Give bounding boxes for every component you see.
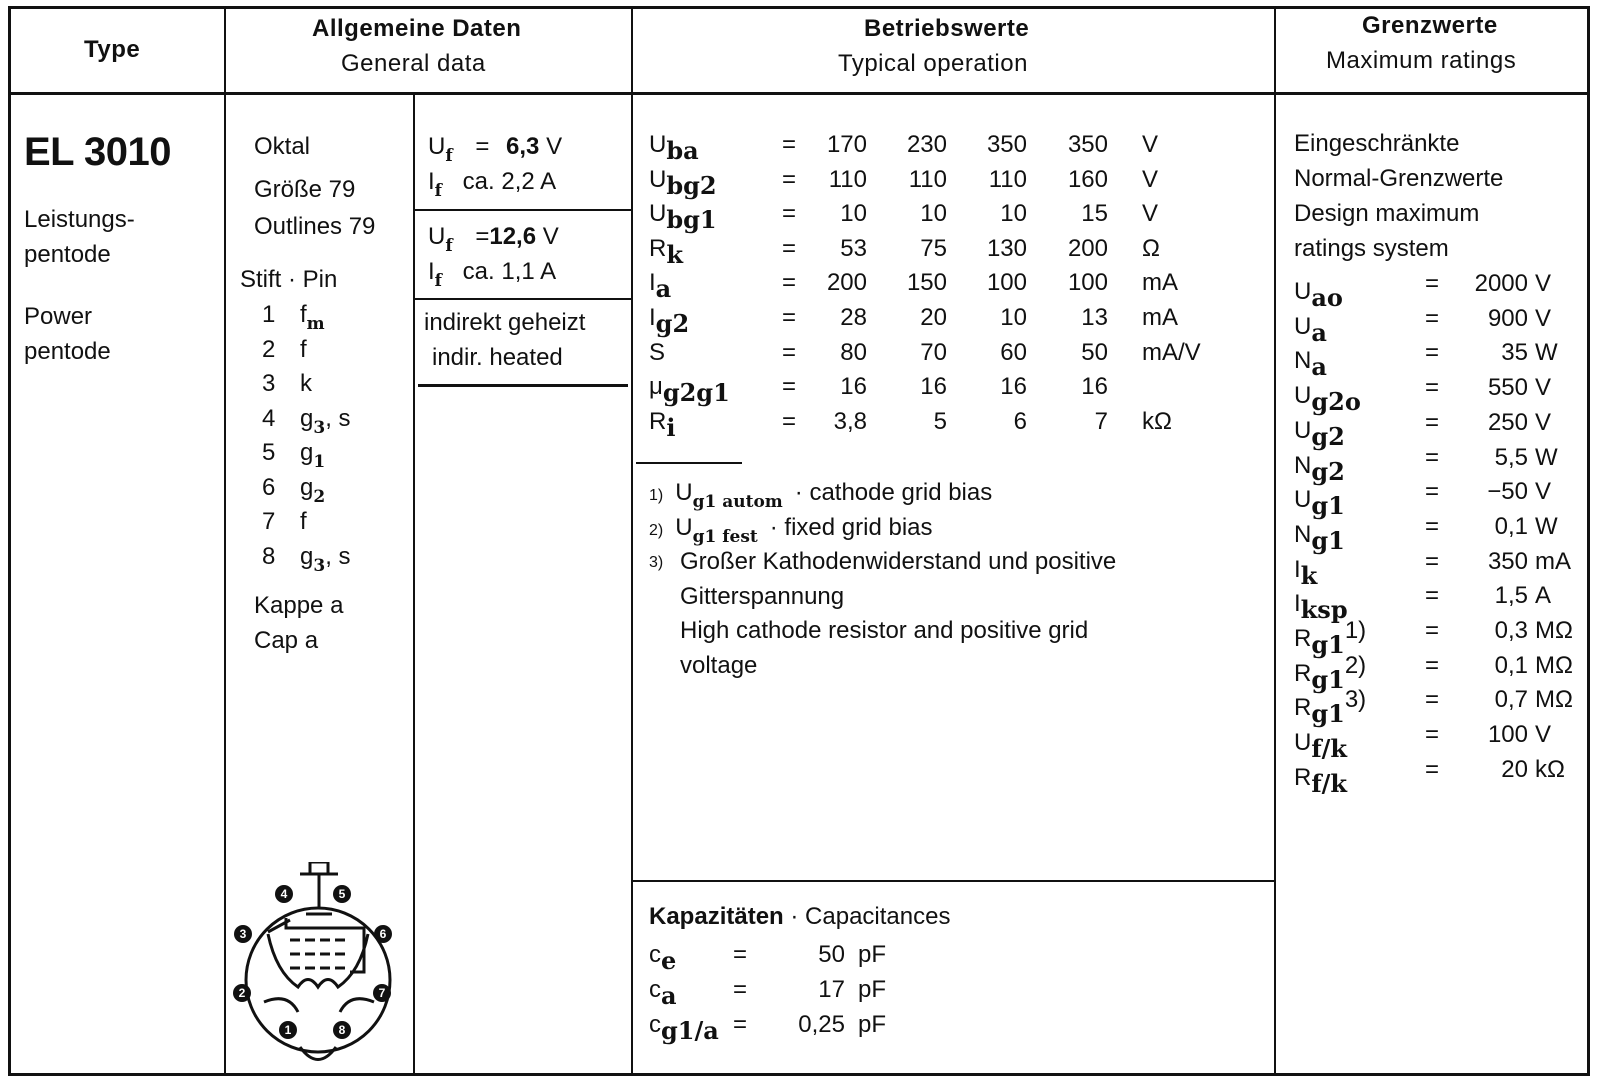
- tube-desc-en-2: pentode: [24, 338, 111, 365]
- limit-row: [0, 475, 1600, 521]
- limit-subscript: a: [1311, 317, 1327, 347]
- capacitances-title: Kapazitäten · Capacitances: [649, 903, 951, 930]
- equals-sign: =: [1425, 408, 1440, 436]
- limit-subscript: f/k: [1311, 734, 1348, 764]
- pin-5-label: 5: [338, 887, 346, 901]
- param-value: 10: [1000, 200, 1027, 228]
- tube-desc-de-1: Leistungs-: [24, 206, 135, 233]
- pin-subscript: 3: [313, 417, 326, 438]
- footnote-mark: 2): [649, 521, 664, 539]
- limit-subscript: g1: [1311, 630, 1345, 659]
- param-value: 150: [906, 269, 947, 297]
- equals-sign: =: [782, 373, 797, 401]
- equals-sign: =: [1425, 478, 1440, 506]
- equals-sign: =: [1425, 547, 1440, 575]
- pin-symbol: g: [300, 542, 314, 570]
- limit-unit: MΩ: [1535, 651, 1573, 679]
- param-value: 100: [1067, 269, 1108, 297]
- heater-b-voltage: $U_f =12,6$ V: [428, 223, 559, 256]
- limit-symbol: [1294, 753, 1347, 801]
- heater-a-voltage: $U_f = 6,3$ V: [428, 133, 563, 166]
- param-value: 10: [840, 200, 867, 228]
- tube-desc-de-2: pentode: [24, 241, 111, 268]
- limit-value: 0,7: [1494, 686, 1528, 714]
- header-type: Type: [84, 36, 141, 63]
- param-value: 110: [988, 165, 1027, 193]
- limit-symbol-letter: U: [1294, 278, 1312, 305]
- note-3-mark: 3): [649, 554, 664, 571]
- footnote-subscript: g1 fest: [692, 526, 758, 547]
- param-unit: mA: [1142, 304, 1178, 331]
- limit-subscript: ksp: [1300, 595, 1348, 625]
- limit-footnote-ref: 2): [1344, 651, 1367, 679]
- limit-symbol-letter: N: [1294, 520, 1312, 548]
- param-value: 80: [840, 338, 867, 366]
- cap-symbol: [649, 938, 676, 978]
- limit-value: 20: [1501, 755, 1528, 783]
- base-line-3: Outlines 79: [254, 213, 376, 240]
- param-symbol-letter: U: [649, 165, 667, 193]
- base-circle: [246, 908, 390, 1052]
- pin-symbol: f: [300, 508, 307, 535]
- limit-symbol-letter: I: [1294, 555, 1301, 583]
- pin-number: 1: [262, 301, 276, 328]
- header-general-en: General data: [341, 50, 486, 77]
- param-value: 50: [1081, 338, 1108, 366]
- limit-unit: V: [1535, 408, 1552, 436]
- capacitances-divider: [633, 880, 1274, 882]
- header-max-de: Grenzwerte: [1362, 12, 1498, 39]
- limit-row: [0, 579, 1600, 625]
- footnote-symbol: U: [675, 479, 693, 506]
- pin-subscript: 2: [313, 486, 326, 507]
- limit-unit: W: [1535, 339, 1558, 367]
- heater-a-current: $I_f$ ca. 2,2 A: [428, 168, 557, 201]
- limit-row: [0, 267, 1600, 312]
- param-value: 230: [906, 131, 947, 158]
- param-value: 10: [1000, 304, 1027, 331]
- param-value: 20: [920, 304, 947, 331]
- param-value: 13: [1081, 304, 1108, 331]
- param-value: 350: [1067, 131, 1108, 158]
- note-3-line-1: Großer Kathodenwiderstand und positive: [680, 548, 1117, 575]
- limit-unit: A: [1535, 582, 1552, 610]
- param-value: 110: [828, 165, 867, 193]
- param-symbol-letter: U: [649, 200, 667, 228]
- limit-unit: kΩ: [1535, 755, 1565, 783]
- limit-footnote-ref: 3): [1344, 686, 1367, 714]
- limit-row: [0, 649, 1600, 694]
- pin-8-label: 8: [338, 1023, 346, 1037]
- limit-symbol-letter: R: [1294, 625, 1312, 652]
- limit-row: [0, 614, 1600, 659]
- limit-unit: mA: [1535, 547, 1571, 575]
- equals-sign: =: [782, 304, 797, 331]
- equals-sign: =: [782, 131, 797, 158]
- param-symbol-letter: I: [649, 269, 656, 297]
- pin-number: 6: [262, 473, 276, 501]
- equals-sign: =: [1425, 443, 1440, 471]
- pin-6-label: 6: [379, 927, 387, 941]
- equals-sign: =: [1425, 270, 1440, 297]
- limit-unit: W: [1535, 512, 1558, 540]
- limits-line-2: Normal-Grenzwerte: [1294, 165, 1504, 192]
- pin-symbol: k: [300, 370, 312, 397]
- limit-symbol-letter: U: [1294, 729, 1312, 757]
- limit-row: [0, 406, 1600, 451]
- equals-sign: =: [782, 234, 797, 262]
- cap-unit: pF: [858, 1011, 887, 1038]
- pin-4-label: 4: [280, 887, 288, 901]
- param-unit: mA: [1142, 269, 1178, 297]
- cap-en: Cap a: [254, 627, 319, 654]
- limit-subscript: g1: [1311, 699, 1345, 729]
- limits-line-1: Eingeschränkte: [1294, 130, 1460, 157]
- cap-de: Kappe a: [254, 592, 344, 619]
- param-value: 110: [908, 165, 947, 193]
- pin-number: 2: [262, 335, 276, 363]
- limit-row: [0, 302, 1600, 347]
- param-value: 16: [1000, 373, 1027, 401]
- equals-sign: =: [1425, 686, 1440, 714]
- limit-symbol-letter: U: [1294, 382, 1312, 410]
- tube-desc-en-1: Power: [24, 303, 93, 330]
- limit-subscript: g2: [1311, 421, 1345, 451]
- param-unit: V: [1142, 165, 1159, 193]
- footnote-mark: 1): [649, 487, 664, 504]
- param-symbol-letter: R: [649, 234, 667, 262]
- param-value: 16: [1081, 373, 1108, 401]
- param-value: 350: [986, 131, 1027, 158]
- equals-sign: =: [1425, 617, 1440, 644]
- limit-unit: W: [1535, 443, 1558, 471]
- param-value: 200: [1067, 234, 1108, 262]
- param-value: 28: [840, 304, 867, 331]
- limit-symbol-letter: R: [1294, 659, 1312, 687]
- limit-value: 2000: [1474, 270, 1528, 297]
- equals-sign: =: [733, 976, 748, 1003]
- param-subscript: i: [666, 412, 676, 442]
- cap-symbol: [649, 1008, 719, 1048]
- typical-row: [0, 232, 1270, 267]
- limit-unit: V: [1535, 721, 1552, 749]
- footnote-text: · fixed grid bias: [769, 513, 933, 541]
- param-subscript: g2: [655, 309, 690, 338]
- limit-subscript: f/k: [1311, 768, 1348, 798]
- limits-line-4: ratings system: [1294, 235, 1449, 262]
- note-3-line-4: voltage: [680, 652, 758, 679]
- equals-sign: =: [1425, 304, 1440, 332]
- param-unit: V: [1142, 200, 1159, 228]
- header-typical-de: Betriebswerte: [864, 15, 1030, 42]
- capacitance-row: [0, 973, 1270, 1008]
- pin-extra: , s: [325, 404, 351, 432]
- pin-subscript: 1: [313, 452, 326, 472]
- cap-unit: pF: [858, 976, 887, 1003]
- limit-unit: V: [1535, 478, 1552, 506]
- limit-subscript: a: [1311, 352, 1327, 382]
- param-symbol-letter: μ: [649, 373, 663, 401]
- typical-row: [0, 197, 1270, 235]
- cap-symbol-letter: c: [649, 941, 661, 968]
- pin-number: 7: [262, 508, 276, 535]
- limit-unit: V: [1535, 304, 1552, 332]
- equals-sign: =: [733, 941, 748, 968]
- pin-symbol: g: [300, 439, 314, 466]
- pins-header: Stift · Pin: [240, 266, 338, 293]
- limit-unit: V: [1535, 270, 1552, 297]
- limit-symbol-letter: U: [1294, 486, 1312, 514]
- limit-symbol-letter: I: [1294, 590, 1301, 618]
- limit-footnote-ref: 1): [1344, 617, 1367, 644]
- limit-symbol-letter: R: [1294, 694, 1312, 722]
- param-unit: V: [1142, 131, 1159, 158]
- param-subscript: g2g1: [662, 378, 730, 408]
- pin-number: 4: [262, 404, 276, 432]
- limit-value: 0,3: [1494, 617, 1528, 644]
- limits-line-3: Design maximum: [1294, 200, 1480, 227]
- limit-row: [0, 371, 1600, 417]
- limit-row: [0, 683, 1600, 729]
- cap-unit: pF: [858, 941, 887, 968]
- equals-sign: =: [1425, 755, 1440, 783]
- limit-row: [0, 510, 1600, 555]
- limit-value: 0,1: [1494, 512, 1528, 540]
- cap-symbol-letter: c: [649, 1011, 661, 1038]
- note-3-line-2: Gitterspannung: [680, 583, 845, 610]
- limit-symbol-letter: N: [1294, 347, 1312, 375]
- footnote-text: · cathode grid bias: [794, 479, 993, 506]
- param-subscript: ba: [666, 136, 699, 165]
- capacitance-row: [0, 938, 1270, 973]
- limit-symbol-letter: N: [1294, 451, 1312, 479]
- limit-row: [0, 718, 1600, 764]
- param-value: 75: [920, 234, 947, 262]
- equals-sign: =: [782, 165, 797, 193]
- limit-subscript: g1: [1311, 525, 1345, 555]
- tube-name: EL 3010: [24, 130, 171, 174]
- limit-subscript: g1: [1311, 664, 1345, 694]
- param-value: 5: [933, 407, 947, 435]
- indirect-heated-de: indirekt geheizt: [424, 309, 586, 336]
- param-value: 170: [826, 131, 867, 158]
- cap-value: 50: [818, 941, 845, 968]
- base-pinout-diagram: [228, 862, 408, 1072]
- pin-extra: , s: [325, 542, 351, 570]
- param-subscript: k: [666, 239, 683, 269]
- param-unit: Ω: [1142, 234, 1160, 262]
- param-value: 53: [840, 234, 867, 262]
- limit-subscript: k: [1300, 560, 1318, 590]
- pin-7-label: 7: [378, 986, 386, 1000]
- equals-sign: =: [1425, 339, 1440, 367]
- param-value: 60: [1000, 338, 1027, 366]
- param-value: 3,8: [833, 407, 867, 435]
- limit-symbol-letter: R: [1294, 763, 1312, 791]
- indirect-heated-en: indir. heated: [432, 344, 563, 371]
- equals-sign: =: [782, 338, 797, 366]
- param-value: 130: [986, 234, 1027, 262]
- limit-value: 35: [1501, 339, 1528, 367]
- footnote-subscript: g1 autom: [692, 492, 783, 512]
- param-symbol-letter: U: [649, 131, 667, 158]
- limit-subscript: g2o: [1311, 387, 1361, 417]
- equals-sign: =: [733, 1011, 748, 1038]
- equals-sign: =: [782, 269, 797, 297]
- cap-symbol-letter: c: [649, 976, 661, 1003]
- typical-row: [0, 163, 1270, 198]
- limit-value: 250: [1487, 408, 1528, 436]
- param-symbol-letter: I: [649, 304, 656, 331]
- limit-value: 1,5: [1494, 582, 1528, 610]
- pin-1-label: 1: [284, 1023, 292, 1037]
- pin-subscript: m: [306, 314, 325, 334]
- equals-sign: =: [1425, 374, 1440, 402]
- header-divider: [8, 92, 1590, 95]
- typical-row: [0, 128, 1270, 163]
- limit-row: [0, 336, 1600, 382]
- param-subscript: bg2: [666, 170, 717, 200]
- heater-b-current: $I_f$ ca. 1,1 A: [428, 258, 557, 291]
- limit-subscript: g2: [1311, 456, 1345, 486]
- cap-subscript: a: [661, 981, 677, 1010]
- pin-symbol: g: [300, 473, 314, 501]
- param-value: 16: [840, 373, 867, 401]
- limit-value: 350: [1487, 547, 1528, 575]
- limit-row: [0, 542, 1600, 590]
- cap-value: 0,25: [798, 1011, 845, 1038]
- param-symbol-letter: S: [649, 338, 666, 366]
- pin-number: 8: [262, 542, 276, 570]
- limit-symbol-letter: U: [1294, 312, 1312, 340]
- base-line-2: Größe 79: [254, 176, 356, 203]
- param-value: 15: [1081, 200, 1108, 228]
- header-max-en: Maximum ratings: [1326, 47, 1517, 74]
- pin-subscript: 3: [313, 555, 326, 576]
- param-symbol-letter: R: [649, 407, 667, 435]
- limit-row: [0, 753, 1600, 798]
- param-unit: mA/V: [1142, 338, 1201, 366]
- param-unit: kΩ: [1142, 407, 1172, 435]
- param-value: 10: [920, 200, 947, 228]
- param-subscript: a: [655, 274, 672, 304]
- param-value: 7: [1094, 407, 1108, 435]
- limit-unit: MΩ: [1535, 617, 1573, 644]
- limit-subscript: ao: [1311, 283, 1343, 312]
- limit-value: −50: [1487, 478, 1528, 506]
- param-value: 70: [920, 338, 947, 366]
- cap-subscript: g1/a: [661, 1016, 719, 1045]
- equals-sign: =: [1425, 512, 1440, 540]
- header-general-de: Allgemeine Daten: [312, 15, 522, 42]
- limit-subscript: g1: [1311, 491, 1345, 521]
- limit-value: 5,5: [1494, 443, 1528, 471]
- pin-number: 5: [262, 439, 276, 466]
- equals-sign: =: [1425, 721, 1440, 749]
- pin-symbol: f: [300, 335, 307, 363]
- param-value: 100: [986, 269, 1027, 297]
- limit-value: 0,1: [1494, 651, 1528, 679]
- header-typical-en: Typical operation: [838, 50, 1028, 77]
- equals-sign: =: [782, 407, 797, 435]
- footnote-symbol: U: [675, 513, 693, 541]
- equals-sign: =: [1425, 651, 1440, 679]
- base-line-1: Oktal: [254, 133, 311, 160]
- limit-value: 100: [1487, 721, 1528, 749]
- cap-symbol: [649, 973, 677, 1013]
- param-value: 160: [1067, 165, 1108, 193]
- cap-terminal: [310, 862, 328, 874]
- pin-3-label: 3: [239, 927, 247, 941]
- pin-2-label: 2: [238, 986, 246, 1000]
- limit-symbol-letter: U: [1294, 416, 1312, 444]
- note-3-line-3: High cathode resistor and positive grid: [680, 617, 1089, 644]
- param-value: 200: [826, 269, 867, 297]
- pin-symbol: g: [300, 404, 314, 432]
- equals-sign: =: [1425, 582, 1440, 610]
- param-value: 6: [1013, 407, 1027, 435]
- limit-row: [0, 441, 1600, 486]
- capacitance-row: [0, 1008, 1270, 1043]
- pin-symbol: f: [300, 301, 307, 328]
- equals-sign: =: [782, 200, 797, 228]
- param-value: 16: [920, 373, 947, 401]
- limit-unit: MΩ: [1535, 686, 1573, 714]
- cap-value: 17: [818, 976, 845, 1003]
- param-subscript: bg1: [666, 205, 717, 235]
- limit-value: 550: [1487, 374, 1528, 402]
- pin-number: 3: [262, 370, 276, 397]
- limit-value: 900: [1487, 304, 1528, 332]
- limit-unit: V: [1535, 374, 1552, 402]
- cap-subscript: e: [661, 946, 677, 975]
